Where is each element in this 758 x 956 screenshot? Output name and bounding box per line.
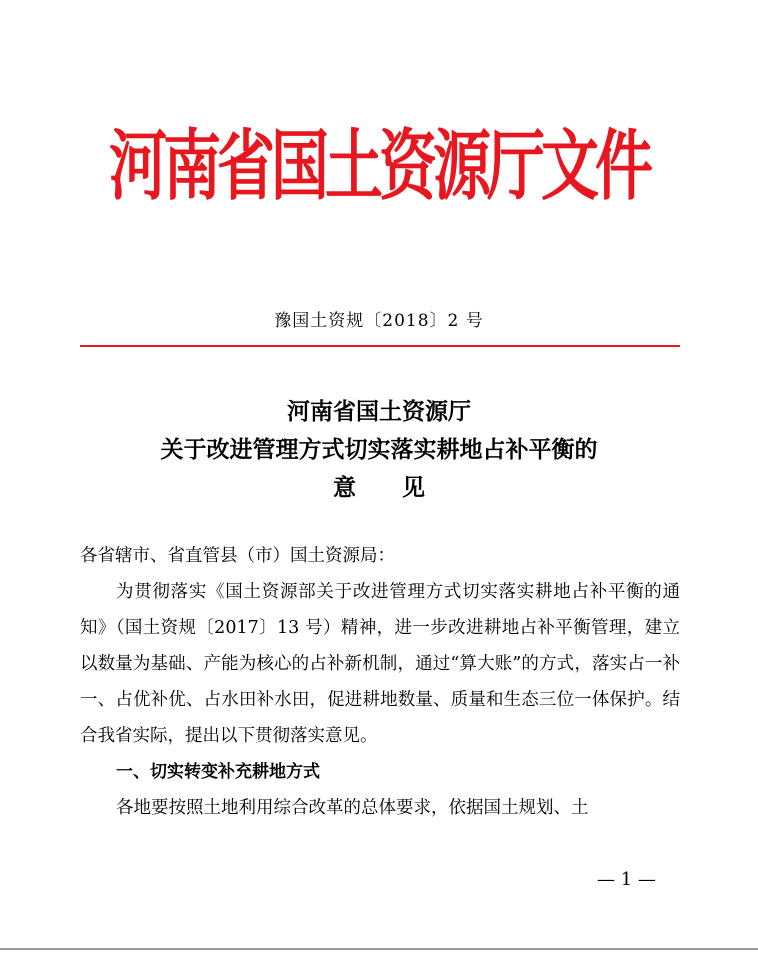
intro-paragraph: 为贯彻落实《国土资源部关于改进管理方式切实落实耕地占补平衡的通知》（国土资规〔2017〕13 号）精神，进一步改进耕地占补平衡管理，建立以数量为基础、产能为核心的占补新机制，通过“算大账”的方式，落实占一补一、占优补优、占水田补水田，促进耕地数量、质量和生态三位一体保护。结合我省实际，提出以下贯彻落实意见。 xyxy=(80,582,680,746)
agency-red-header: 河南省国土资源厅文件 xyxy=(108,121,649,212)
salutation: 各省辖市、省直管县（市）国土资源局： xyxy=(80,546,395,566)
document-number: 豫国土资规〔2018〕2 号 xyxy=(274,311,484,331)
page-bottom-border xyxy=(0,948,758,950)
title-word-2: 见 xyxy=(402,474,425,501)
section-heading-1: 一、切实转变补充耕地方式 xyxy=(116,762,320,782)
title-line-3 xyxy=(0,469,758,507)
document-title xyxy=(0,393,758,507)
page-number: — 1 — xyxy=(597,869,656,890)
document-body xyxy=(80,538,680,826)
title-line-2: 关于改进管理方式切实落实耕地占补平衡的 xyxy=(160,436,598,463)
red-separator-line xyxy=(80,345,680,347)
title-word-1: 意 xyxy=(333,474,356,501)
section-1-paragraph: 各地要按照土地利用综合改革的总体要求，依据国土规划、土 xyxy=(116,798,589,818)
title-line-1: 河南省国土资源厅 xyxy=(287,398,471,425)
